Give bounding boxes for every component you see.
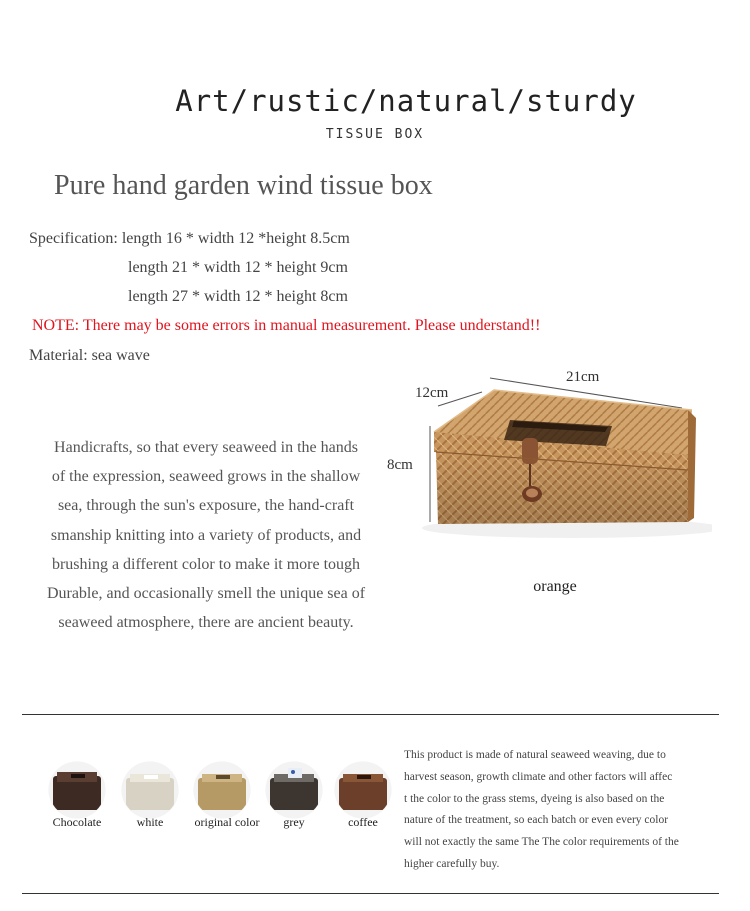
dimension-depth-label: 12cm: [415, 385, 449, 401]
material-text: Material: sea wave: [29, 347, 150, 364]
notice-line: nature of the treatment, so each batch or even every color: [404, 814, 669, 827]
color-caption: orange: [533, 578, 577, 595]
swatch-label-original-color: original color: [194, 815, 260, 829]
dimension-width-label: 21cm: [566, 369, 600, 385]
description-line: Handicrafts, so that every seaweed in the hands: [54, 439, 358, 456]
swatch-chocolate: [49, 762, 105, 818]
description-line: brushing a different color to make it more tough: [51, 555, 361, 573]
product-description: [28, 433, 384, 637]
swatch-label-chocolate: Chocolate: [52, 815, 102, 829]
description-line: seaweed atmosphere, there are ancient beauty.: [58, 614, 354, 632]
hero-title: Art/rustic/natural/sturdy: [175, 84, 637, 118]
hero-subtitle: TISSUE BOX: [325, 127, 425, 142]
swatch-coffee: [335, 762, 391, 818]
specification-line-1: Specification: length 16 * width 12 *height 8.5cm: [29, 230, 350, 247]
notice-line: t the color to the grass stems, dyeing is also based on the: [404, 792, 665, 805]
description-line: Durable, and occasionally smell the unique sea of: [46, 585, 366, 603]
notice-line: This product is made of natural seaweed weaving, due to: [404, 749, 666, 761]
notice-line: harvest season, growth climate and other factors will affec: [404, 770, 673, 783]
swatch-label-grey: grey: [283, 815, 305, 829]
swatch-label-white: white: [136, 815, 164, 829]
swatch-grey: [266, 762, 322, 818]
color-variation-notice: [404, 745, 734, 876]
description-line: of the expression, seaweed grows in the shallow: [51, 468, 361, 486]
tissue-box-illustration: [382, 360, 712, 640]
dimension-height-label: 8cm: [387, 457, 413, 473]
notice-line: higher carefully buy.: [404, 857, 500, 870]
specification-line-2: length 21 * width 12 * height 9cm: [128, 259, 348, 276]
description-line: sea, through the sun's exposure, the hand-craft: [57, 497, 355, 515]
divider-top: [22, 714, 719, 715]
swatch-label-coffee: coffee: [348, 815, 378, 829]
description-line: smanship knitting into a variety of products, and: [50, 526, 362, 544]
divider-bottom: [22, 893, 719, 894]
specification-line-3: length 27 * width 12 * height 8cm: [128, 288, 348, 305]
swatch-white: [122, 762, 178, 818]
measurement-note: NOTE: There may be some errors in manual measurement. Please understand!!: [32, 317, 541, 334]
notice-line: will not exactly the same The The color requirements of the: [404, 836, 679, 849]
product-title: Pure hand garden wind tissue box: [54, 170, 433, 201]
swatch-original-color: [194, 762, 250, 818]
